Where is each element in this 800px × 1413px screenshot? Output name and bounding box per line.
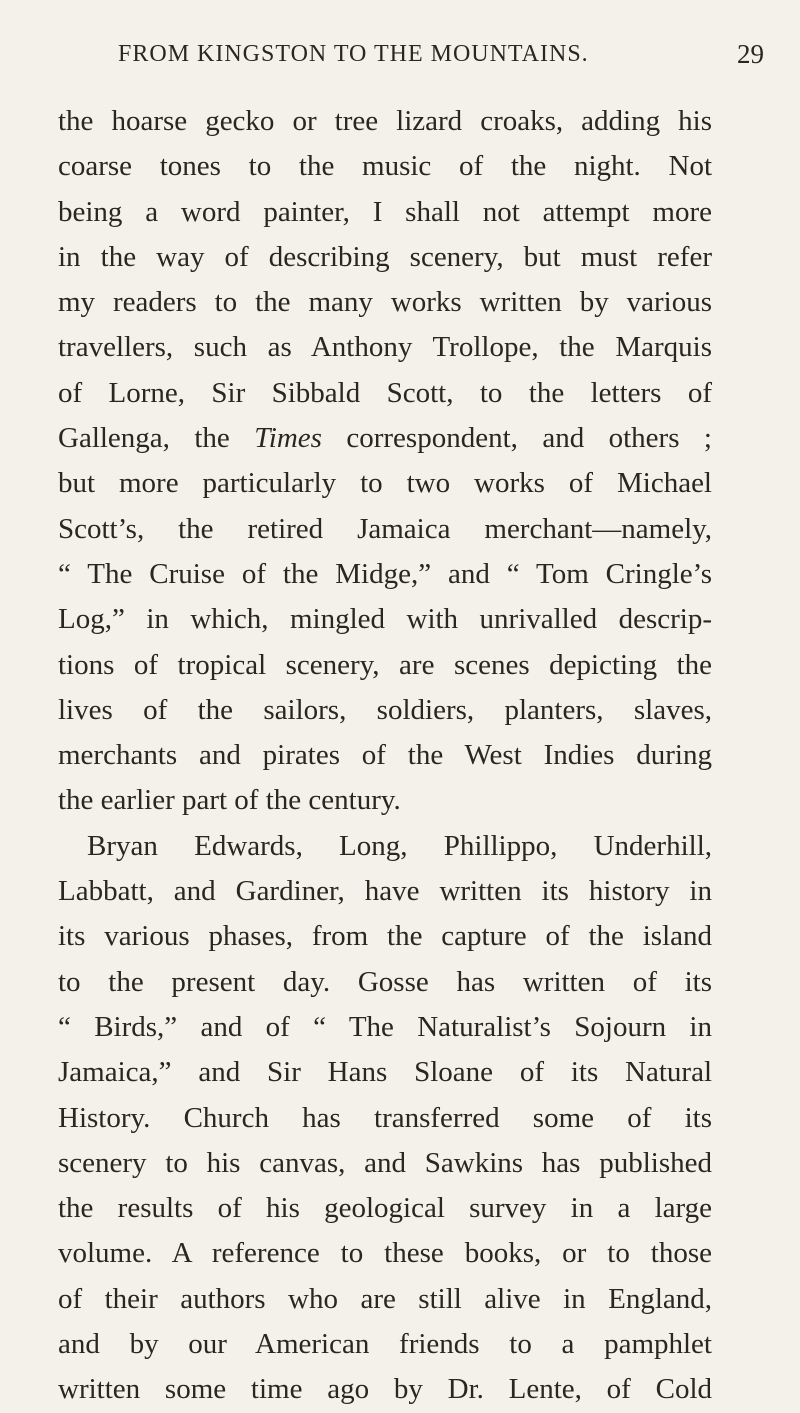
text-line: coarse tones to the music of the night. Not [58, 150, 712, 183]
text-segment: Gallenga, the [58, 422, 230, 455]
text-line: and by our American friends to a pamphlet [58, 1328, 712, 1361]
text-line: scenery to his canvas, and Sawkins has published [58, 1146, 712, 1179]
running-header [0, 34, 800, 74]
italic-title-times: Times [254, 422, 322, 455]
text-line: of their authors who are still alive in England, [58, 1282, 712, 1315]
text-line: but more particularly to two works of Michael [58, 467, 712, 500]
text-line: lives of the sailors, soldiers, planters, slaves, [58, 693, 712, 726]
text-line [58, 416, 712, 461]
running-title: FROM KINGSTON TO THE MOUNTAINS. [118, 41, 589, 67]
text-line: my readers to the many works written by various [58, 286, 712, 319]
text-line: to the present day. Gosse has written of its [58, 965, 712, 998]
text-line: travellers, such as Anthony Trollope, the Marquis [58, 331, 712, 364]
text-line: tions of tropical scenery, are scenes depicting the [58, 648, 712, 681]
text-line: the earlier part of the century. [58, 784, 401, 817]
page-number: 29 [737, 39, 764, 69]
text-segment: correspondent, and others ; [346, 422, 712, 455]
text-line: written some time ago by Dr. Lente, of Cold [58, 1373, 712, 1406]
text-line: History. Church has transferred some of its [58, 1101, 712, 1134]
body-text [58, 99, 712, 1413]
text-line: Log,” in which, mingled with unrivalled descrip- [58, 603, 712, 636]
text-line: “ The Cruise of the Midge,” and “ Tom Cringle’s [58, 557, 712, 590]
text-line: of Lorne, Sir Sibbald Scott, to the letters of [58, 376, 712, 409]
text-line: in the way of describing scenery, but must refer [58, 240, 712, 273]
text-line: the results of his geological survey in a large [58, 1192, 712, 1225]
text-line: Labbatt, and Gardiner, have written its history in [58, 875, 712, 908]
text-line: being a word painter, I shall not attempt more [58, 195, 712, 228]
text-line: “ Birds,” and of “ The Naturalist’s Sojourn in [58, 1010, 712, 1043]
text-line: merchants and pirates of the West Indies during [58, 739, 712, 772]
text-line: Scott’s, the retired Jamaica merchant—namely, [58, 512, 712, 545]
text-line: its various phases, from the capture of the island [58, 920, 712, 953]
text-line: the hoarse gecko or tree lizard croaks, adding his [58, 105, 712, 137]
text-line: Jamaica,” and Sir Hans Sloane of its Natural [58, 1056, 712, 1089]
text-line: Bryan Edwards, Long, Phillippo, Underhill, [87, 829, 712, 862]
text-line: volume. A reference to these books, or to those [58, 1237, 712, 1270]
